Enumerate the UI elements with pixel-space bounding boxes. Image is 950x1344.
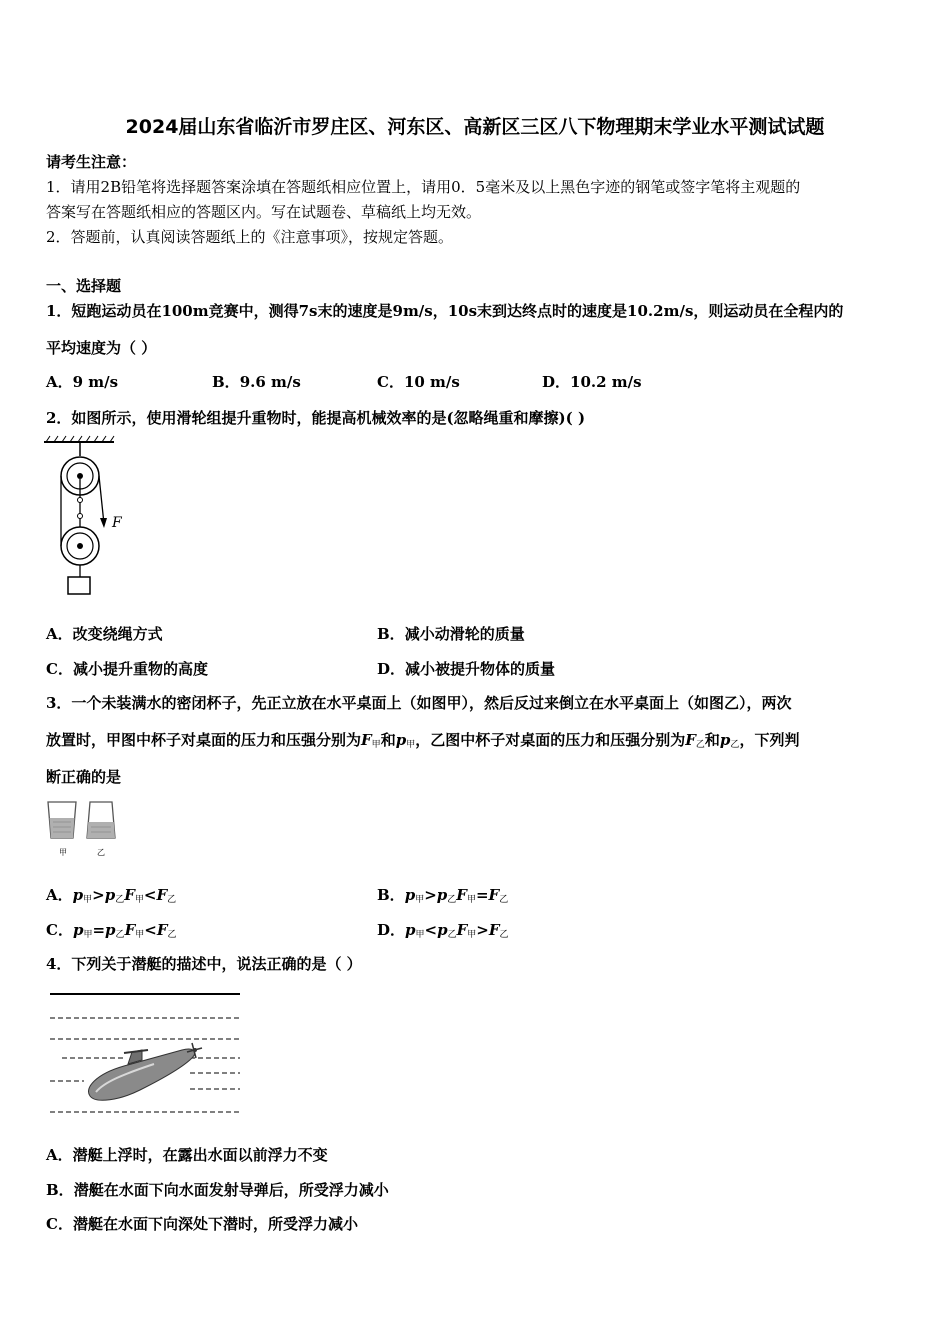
force-label: F — [112, 515, 122, 531]
q3-option-b[interactable]: B．$p_甲>p_乙F_甲=F_乙$ — [377, 886, 509, 905]
q2-option-a[interactable]: A．改变绕绳方式 — [46, 625, 163, 643]
notice-line-2: 2．答题前，认真阅读答题纸上的《注意事项》，按规定答题。 — [46, 228, 454, 246]
q4-option-a[interactable]: A．潜艇上浮时，在露出水面以前浮力不变 — [46, 1146, 328, 1164]
notice-heading: 请考生注意： — [46, 153, 137, 171]
q1-option-b[interactable]: B．9.6 m/s — [212, 373, 301, 391]
q3-stem-line-1: 3．一个未装满水的密闭杯子，先正立放在水平桌面上（如图甲），然后反过来倒立在水平桌面上（如图乙），两次 — [46, 694, 792, 712]
q2-option-b[interactable]: B．减小动滑轮的质量 — [377, 625, 525, 643]
q2-stem: 2．如图所示，使用滑轮组提升重物时，能提高机械效率的是(忽略绳重和摩擦)( ) — [46, 409, 586, 427]
q3-option-a[interactable]: A．$p_甲>p_乙F_甲<F_乙$ — [46, 886, 177, 905]
page-title: 2024届山东省临沂市罗庄区、河东区、高新区三区八下物理期末学业水平测试试题 — [125, 116, 825, 138]
q3-stem-line-2: 放置时，甲图中杯子对桌面的压力和压强分别为$F_甲$和$p_甲$，乙图中杯子对桌面的压力和压强分别为$F_乙$和$p_乙$，下列判 — [46, 731, 800, 750]
q2-option-d[interactable]: D．减小被提升物体的质量 — [377, 660, 556, 678]
q4-option-c[interactable]: C．潜艇在水面下向深处下潜时，所受浮力减小 — [46, 1215, 358, 1233]
q4-option-b[interactable]: B．潜艇在水面下向水面发射导弹后，所受浮力减小 — [46, 1181, 389, 1199]
q1-option-d[interactable]: D．10.2 m/s — [542, 373, 642, 391]
q1-option-c[interactable]: C．10 m/s — [377, 373, 460, 391]
q3-stem-line-3: 断正确的是 — [46, 768, 122, 786]
cups-figure — [44, 800, 124, 862]
pulley-diagram — [40, 434, 140, 600]
notice-line-1b: 答案写在答题纸相应的答题区内。写在试题卷、草稿纸上均无效。 — [46, 203, 482, 221]
notice-line-1: 1．请用2B铅笔将选择题答案涂填在答题纸相应位置上，请用0．5毫米及以上黑色字迹的钢笔或签字笔将主观题的 — [46, 178, 801, 196]
q3-option-d[interactable]: D．$p_甲<p_乙F_甲>F_乙$ — [377, 921, 509, 940]
q1-option-a[interactable]: A．9 m/s — [46, 373, 119, 391]
q1-stem-line-2: 平均速度为（ ） — [46, 339, 157, 357]
section-heading: 一、选择题 — [46, 277, 122, 295]
figure-label-jia: 甲 — [59, 848, 67, 857]
figure-label-yi: 乙 — [97, 848, 105, 857]
q4-stem: 4．下列关于潜艇的描述中，说法正确的是（ ） — [46, 955, 362, 973]
q2-option-c[interactable]: C．减小提升重物的高度 — [46, 660, 208, 678]
q1-stem-line-1: 1．短跑运动员在100m竞赛中，测得7s末的速度是9m/s，10s末到达终点时的速度是10.2m/s，则运动员在全程内的 — [46, 302, 844, 320]
submarine-figure — [44, 986, 244, 1118]
q3-option-c[interactable]: C．$p_甲=p_乙F_甲<F_乙$ — [46, 921, 177, 940]
